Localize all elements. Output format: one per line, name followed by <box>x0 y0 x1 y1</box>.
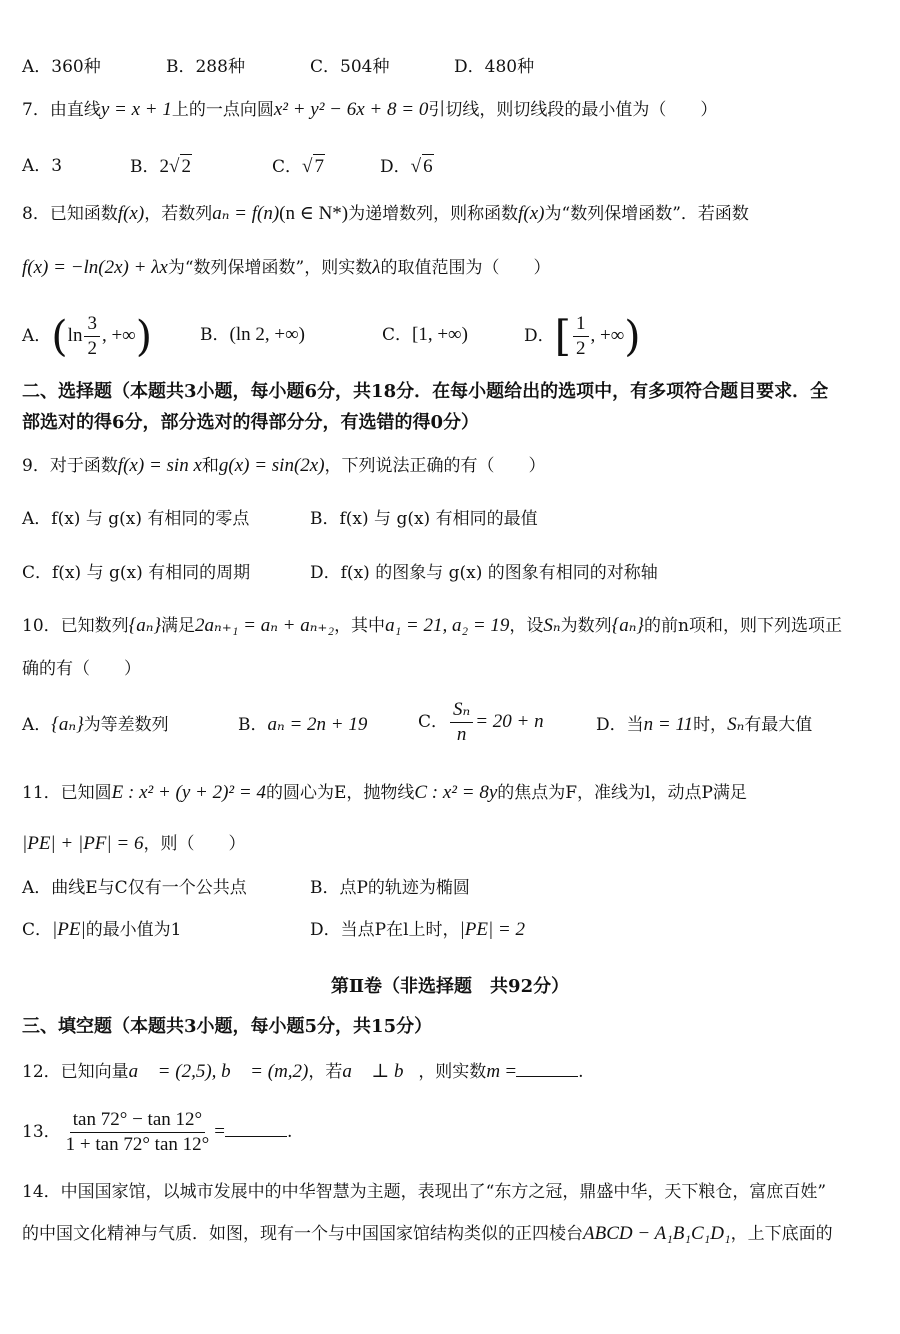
q8-option-d: D．[ $\frac{1}{2}$ , +∞) <box>524 311 641 361</box>
q8-stem-line1: 8．已知函数f(x)，若数列aₙ = f(n)(n ∈ N*)为递增数列，则称函数f(x)为“数列保增函数”．若函数 <box>22 203 749 224</box>
q8-stem-line2: f(x) = −ln(2x) + λx为“数列保增函数”，则实数λ的取值范围为（ ） <box>22 257 551 278</box>
q7-option-a: A．3 <box>22 156 63 176</box>
section2-heading-line2: 部选对的得6分，部分选对的得部分分，有选错的得0分） <box>22 412 480 433</box>
q10-stem-line2: 确的有（ ） <box>22 659 141 679</box>
part2-title: 第Ⅱ卷（非选择题 共92分） <box>330 976 570 997</box>
q11-stem-line2: |PE| + |PF| = 6，则（ ） <box>22 833 246 854</box>
q10-stem-line1: 10．已知数列{aₙ}满足2aₙ₊₁ = aₙ + aₙ₊₂，其中a₁ = 21, a₂ = 19，设Sₙ为数列{aₙ}的前n项和，则下列选项正 <box>22 615 842 636</box>
q11-stem-line1: 11．已知圆E : x² + (y + 2)² = 4的圆心为E，抛物线C : x² = 8y的焦点为F，准线为l，动点P满足 <box>22 782 747 803</box>
q7-option-d: D．√ 6 <box>380 156 433 177</box>
q6-option-a: A．360种 <box>22 57 101 77</box>
q10-option-b: B．aₙ = 2n + 19 <box>238 714 368 735</box>
q14-stem-line1: 14．中国国家馆，以城市发展中的中华智慧为主题，表现出了“东方之冠，鼎盛中华，天下粮仓，富庶百姓” <box>22 1182 827 1202</box>
q6-option-c: C．504种 <box>310 57 390 77</box>
q7-option-c: C．√ 7 <box>272 156 324 177</box>
q7-option-b: B．2√ 2 <box>130 156 191 177</box>
q6-option-d: D．480种 <box>454 57 535 77</box>
q11-option-d: D．当点P在l上时，|PE| = 2 <box>310 919 525 940</box>
q9-option-a: A．f(x) 与 g(x) 有相同的零点 <box>22 509 250 529</box>
q8-option-a: A．(ln $\frac{3}{2}$ , +∞) <box>22 311 153 361</box>
q9-option-c: C．f(x) 与 g(x) 有相同的周期 <box>22 563 251 583</box>
q9-option-b: B．f(x) 与 g(x) 有相同的最值 <box>310 509 538 529</box>
q14-stem-line2: 的中国文化精神与气质．如图，现有一个与中国国家馆结构类似的正四棱台ABCD − A₁B₁C₁D₁，上下底面的 <box>22 1223 833 1244</box>
q7-stem: 7．由直线y = x + 1上的一点向圆x² + y² − 6x + 8 = 0引切线，则切线段的最小值为（ ） <box>22 99 718 120</box>
section3-heading: 三、填空题（本题共3小题，每小题5分，共15分） <box>22 1016 433 1037</box>
q9-stem: 9．对于函数f(x) = sin x和g(x) = sin(2x)，下列说法正确的有（ ） <box>22 455 546 476</box>
q10-option-d: D．当n = 11时，Sₙ有最大值 <box>596 714 813 735</box>
q8-option-c: C．[1, +∞) <box>382 324 468 345</box>
q10-option-a: A．{aₙ}为等差数列 <box>22 714 169 735</box>
q11-option-a: A．曲线E与C仅有一个公共点 <box>22 878 247 898</box>
section2-heading-line1: 二、选择题（本题共3小题，每小题6分，共18分．在每小题给出的选项中，有多项符合题目要求．全 <box>22 381 829 402</box>
q12-answer-blank <box>516 1060 578 1077</box>
q11-option-c: C．|PE|的最小值为1 <box>22 919 182 940</box>
q12-stem: 12．已知向量a⃗ = (2,5), b⃗ = (m,2)，若a⃗ ⊥ b⃗，则实数m = . <box>22 1061 584 1082</box>
q6-option-b: B．288种 <box>166 57 245 77</box>
q13-answer-blank <box>225 1120 287 1137</box>
q13-stem: 13． $\frac{\tan 72^\circ - \tan 12^\circ}{1 + \tan 72^\circ \tan 12^\circ}$ = . <box>22 1109 293 1155</box>
q8-option-b: B．(ln 2, +∞) <box>200 324 305 345</box>
q10-option-c: C． $\frac{\text{Sₙ}}{n}$ = 20 + n <box>418 699 544 745</box>
q9-option-d: D．f(x) 的图象与 g(x) 的图象有相同的对称轴 <box>310 563 658 583</box>
q11-option-b: B．点P的轨迹为椭圆 <box>310 878 470 898</box>
